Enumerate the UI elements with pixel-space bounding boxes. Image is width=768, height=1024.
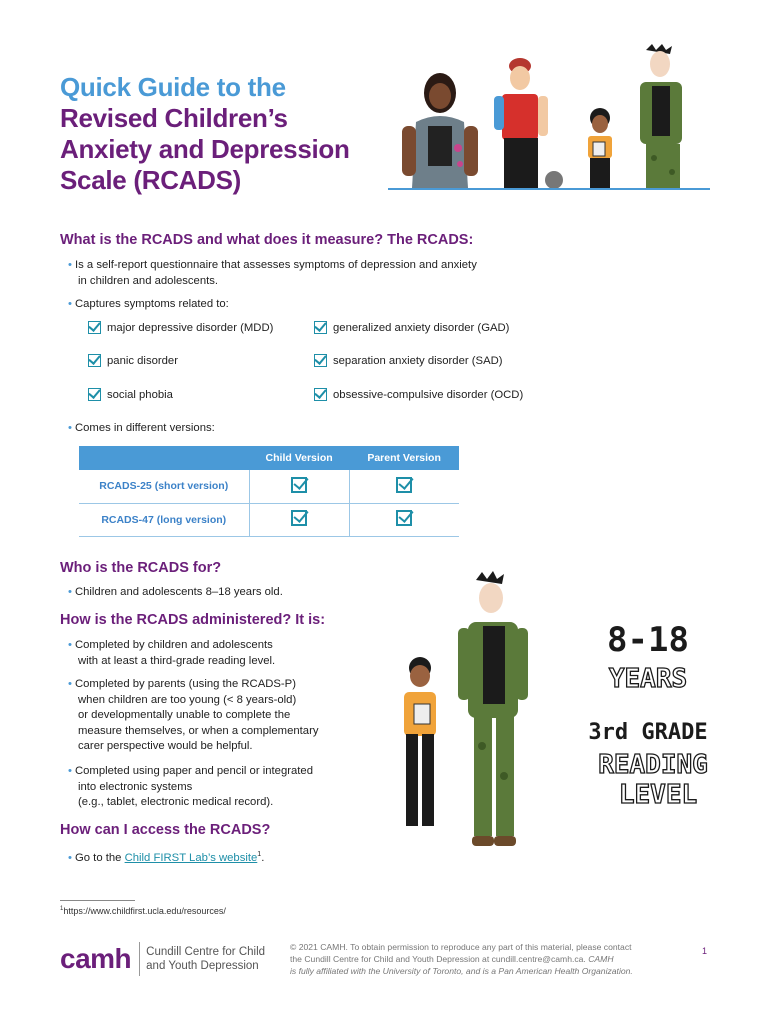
how-heading: How is the RCADS administered? It is: <box>60 612 326 628</box>
who-heading: Who is the RCADS for? <box>60 560 222 576</box>
how-bullet-2-line-2: when children are too young (< 8 years-old) <box>78 693 297 706</box>
age-grade-panel <box>388 556 724 856</box>
person-one-figure <box>402 73 478 188</box>
symptom-gad <box>314 321 509 334</box>
footnote-number: 1 <box>60 906 64 912</box>
what-bullet-3 <box>68 421 215 437</box>
how-bullet-3-line-1: Completed using paper and pencil or integrated <box>74 765 313 777</box>
what-bullet-1-line-2: in children and adolescents. <box>78 274 219 287</box>
table-row <box>79 503 459 536</box>
how-bullet-1-line-2: with at least a third-grade reading level. <box>78 654 276 667</box>
what-bullet-2-text: Captures symptoms related to: <box>74 298 229 310</box>
who-bullet-1-text: Children and adolescents 8–18 years old. <box>74 586 283 598</box>
title-line-2: Revised Children’s <box>60 103 288 133</box>
checkbox-icon <box>88 354 101 367</box>
versions-table <box>79 446 459 537</box>
camh-logo <box>60 942 265 976</box>
access-heading: How can I access the RCADS? <box>60 822 271 838</box>
table-row-label: RCADS-47 (long version) <box>79 503 249 536</box>
how-bullet-1-line-1: Completed by children and adolescents <box>74 639 273 651</box>
table-cell-child <box>249 470 349 503</box>
symptom-label: separation anxiety disorder (SAD) <box>333 354 503 367</box>
what-bullet-3-text: Comes in different versions: <box>74 422 215 434</box>
table-header-empty <box>79 446 249 470</box>
grade-text: 3rd GRADE <box>588 720 708 745</box>
access-footnote-ref: 1 <box>257 851 262 858</box>
symptom-label: panic disorder <box>107 354 178 367</box>
checkbox-icon <box>88 321 101 334</box>
checkbox-icon <box>314 354 327 367</box>
footnote <box>60 906 226 916</box>
people-illustration <box>388 38 710 194</box>
symptom-sad <box>314 354 503 367</box>
symptom-label: social phobia <box>107 388 173 401</box>
footnote-url: https://www.childfirst.ucla.edu/resources/ <box>63 906 226 916</box>
table-header-row <box>79 446 459 470</box>
org-name-line-1: Cundill Centre for Child <box>146 946 266 958</box>
table-cell-parent <box>349 503 459 536</box>
hero-ground-line <box>388 188 710 190</box>
bullet-dot: • <box>68 298 72 310</box>
page-number: 1 <box>702 946 708 956</box>
reading-text: READING <box>598 750 708 780</box>
legal-line-2-italic: CAMH <box>588 953 614 964</box>
checkmark-icon <box>291 510 307 526</box>
symptom-ocd <box>314 388 523 401</box>
checkbox-icon <box>314 321 327 334</box>
symptom-label: major depressive disorder (MDD) <box>107 321 274 334</box>
two-people-illustration <box>388 556 568 856</box>
checkmark-icon <box>291 477 307 493</box>
table-header-parent: Parent Version <box>349 446 459 470</box>
bullet-dot: • <box>68 259 72 271</box>
title-line-1: Quick Guide to the <box>60 72 286 102</box>
what-heading: What is the RCADS and what does it measure? The RCADS: <box>60 232 474 248</box>
checkbox-icon <box>88 388 101 401</box>
access-suffix: . <box>261 851 265 864</box>
title-line-4: Scale (RCADS) <box>60 165 242 195</box>
access-prefix: Go to the <box>74 851 125 864</box>
symptom-panic <box>88 354 178 367</box>
how-bullet-2-line-4: measure themselves, or when a complementary <box>78 724 319 737</box>
how-bullet-3 <box>68 764 313 811</box>
symptom-social-phobia <box>88 388 173 401</box>
years-text: YEARS <box>608 664 688 694</box>
person-two-figure <box>494 58 563 189</box>
legal-line-2: the Cundill Centre for Child and Youth Depression at cundill.centre@camh.ca. <box>290 953 586 964</box>
logo-divider <box>139 942 140 976</box>
symptom-mdd <box>88 321 273 334</box>
checkmark-icon <box>396 510 412 526</box>
how-bullet-2-line-3: or developmentally unable to complete the <box>78 709 291 721</box>
bullet-dot: • <box>68 678 72 690</box>
person-four-figure <box>640 44 682 188</box>
page-title <box>60 72 390 196</box>
what-bullet-2 <box>68 297 229 313</box>
title-line-3: Anxiety and Depression <box>60 134 350 164</box>
table-cell-child <box>249 503 349 536</box>
bullet-dot: • <box>68 422 72 434</box>
how-bullet-3-line-2: into electronic systems <box>78 780 193 793</box>
what-bullet-1-line-1: Is a self-report questionnaire that assesses symptoms of depression and anxiety <box>74 259 477 271</box>
checkbox-icon <box>314 388 327 401</box>
age-range-text: 8-18 <box>607 620 689 660</box>
bullet-dot: • <box>68 851 72 864</box>
copyright-notice <box>290 942 680 977</box>
legal-line-3: is fully affiliated with the University of Toronto, and is a Pan American Health Organization. <box>290 965 633 976</box>
checkmark-icon <box>396 477 412 493</box>
how-bullet-2-line-5: carer perspective would be helpful. <box>78 740 253 752</box>
person-three-figure <box>588 108 612 188</box>
footnote-divider <box>60 900 135 901</box>
level-text: LEVEL <box>618 780 698 810</box>
camh-wordmark: camh <box>60 943 132 974</box>
bullet-dot: • <box>68 639 72 651</box>
org-name-line-2: and Youth Depression <box>146 960 259 972</box>
how-bullet-2-line-1: Completed by parents (using the RCADS-P) <box>74 678 296 690</box>
access-bullet-1 <box>68 847 264 866</box>
table-cell-parent <box>349 470 459 503</box>
bullet-dot: • <box>68 586 72 598</box>
what-bullet-1 <box>68 258 477 289</box>
how-bullet-3-line-3: (e.g., tablet, electronic medical record). <box>78 796 274 808</box>
table-row <box>79 470 459 503</box>
how-bullet-2 <box>68 677 318 755</box>
teen-figure <box>458 571 528 846</box>
legal-line-1: © 2021 CAMH. To obtain permission to reproduce any part of this material, please contact <box>290 942 632 952</box>
bullet-dot: • <box>68 765 72 777</box>
symptom-label: obsessive-compulsive disorder (OCD) <box>333 388 524 401</box>
who-bullet-1 <box>68 585 283 601</box>
table-header-child: Child Version <box>249 446 349 470</box>
table-row-label: RCADS-25 (short version) <box>79 470 249 503</box>
how-bullet-1 <box>68 638 275 669</box>
child-figure <box>404 657 436 826</box>
child-first-lab-link[interactable]: Child FIRST Lab’s website <box>124 851 258 864</box>
symptom-label: generalized anxiety disorder (GAD) <box>333 321 510 334</box>
hero-illustration <box>388 38 710 194</box>
org-name <box>146 945 265 973</box>
